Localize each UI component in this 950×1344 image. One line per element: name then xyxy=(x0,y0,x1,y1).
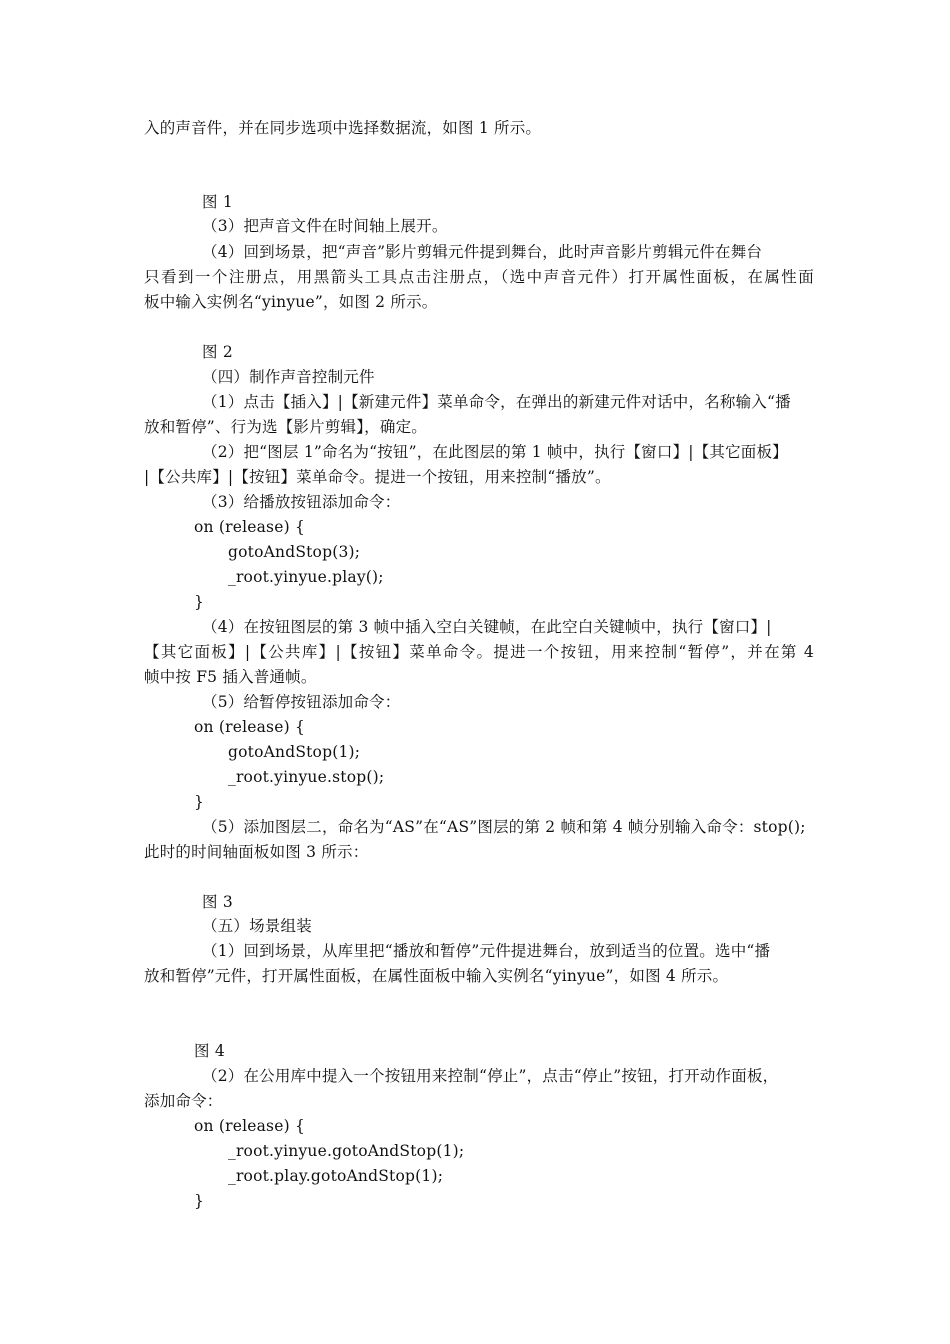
paragraph-line: （1）回到场景，从库里把“播放和暂停”元件提进舞台，放到适当的位置。选中“播 xyxy=(202,942,771,960)
paragraph-line: （2）把“图层 1”命名为“按钮”，在此图层的第 1 帧中，执行【窗口】|【其它面板】 xyxy=(202,443,788,461)
paragraph-line: 帧中按 F5 插入普通帧。 xyxy=(144,668,317,686)
paragraph-line: （2）在公用库中提入一个按钮用来控制“停止”，点击“停止”按钮，打开动作面板， xyxy=(202,1067,779,1085)
figure-caption: 图 1 xyxy=(202,193,233,211)
paragraph-line: 放和暂停”元件，打开属性面板，在属性面板中输入实例名“yinyue”，如图 4 所示。 xyxy=(144,967,729,985)
code-line: } xyxy=(194,793,205,811)
paragraph-line: 入的声音件，并在同步选项中选择数据流，如图 1 所示。 xyxy=(144,119,542,137)
code-line: } xyxy=(194,1192,205,1210)
figure-caption: 图 4 xyxy=(194,1042,225,1060)
code-line: on (release) { xyxy=(194,718,306,736)
code-line: _root.yinyue.stop(); xyxy=(228,768,385,786)
figure-caption: 图 2 xyxy=(202,343,233,361)
code-line: } xyxy=(194,593,205,611)
paragraph-line: （1）点击【插入】|【新建元件】菜单命令，在弹出的新建元件对话中，名称输入“播 xyxy=(202,393,791,411)
figure-caption: 图 3 xyxy=(202,893,233,911)
code-line: _root.play.gotoAndStop(1); xyxy=(228,1167,444,1185)
paragraph-line: 此时的时间轴面板如图 3 所示： xyxy=(144,843,369,861)
paragraph-line: （5）添加图层二，命名为“AS”在“AS”图层的第 2 帧和第 4 帧分别输入命令：stop(); xyxy=(202,818,806,836)
paragraph-line: （4）在按钮图层的第 3 帧中插入空白关键帧，在此空白关键帧中，执行【窗口】| xyxy=(202,618,772,636)
code-line: _root.yinyue.gotoAndStop(1); xyxy=(228,1142,465,1160)
paragraph-line: （3）把声音文件在时间轴上展开。 xyxy=(202,217,448,235)
code-line: _root.yinyue.play(); xyxy=(228,568,384,586)
section-heading: （五）场景组装 xyxy=(202,917,312,935)
code-line: gotoAndStop(1); xyxy=(228,743,361,761)
paragraph-line: 【其它面板】|【公共库】|【按钮】菜单命令。提进一个按钮，用来控制“暂停”，并在第 4 xyxy=(144,643,814,661)
paragraph-line: 只看到一个注册点，用黑箭头工具点击注册点，（选中声音元件）打开属性面板，在属性面 xyxy=(144,268,814,286)
paragraph-line: （5）给暂停按钮添加命令： xyxy=(202,693,401,711)
section-heading: （四）制作声音控制元件 xyxy=(202,368,375,386)
code-line: on (release) { xyxy=(194,518,306,536)
paragraph-line: |【公共库】|【按钮】菜单命令。提进一个按钮，用来控制“播放”。 xyxy=(144,468,611,486)
paragraph-line: 添加命令： xyxy=(144,1092,223,1110)
paragraph-line: （3）给播放按钮添加命令： xyxy=(202,493,401,511)
paragraph-line: （4）回到场景，把“声音”影片剪辑元件提到舞台，此时声音影片剪辑元件在舞台 xyxy=(202,243,763,261)
paragraph-line: 放和暂停”、行为选【影片剪辑】，确定。 xyxy=(144,418,427,436)
code-line: gotoAndStop(3); xyxy=(228,543,361,561)
paragraph-line: 板中输入实例名“yinyue”，如图 2 所示。 xyxy=(144,293,438,311)
code-line: on (release) { xyxy=(194,1117,306,1135)
